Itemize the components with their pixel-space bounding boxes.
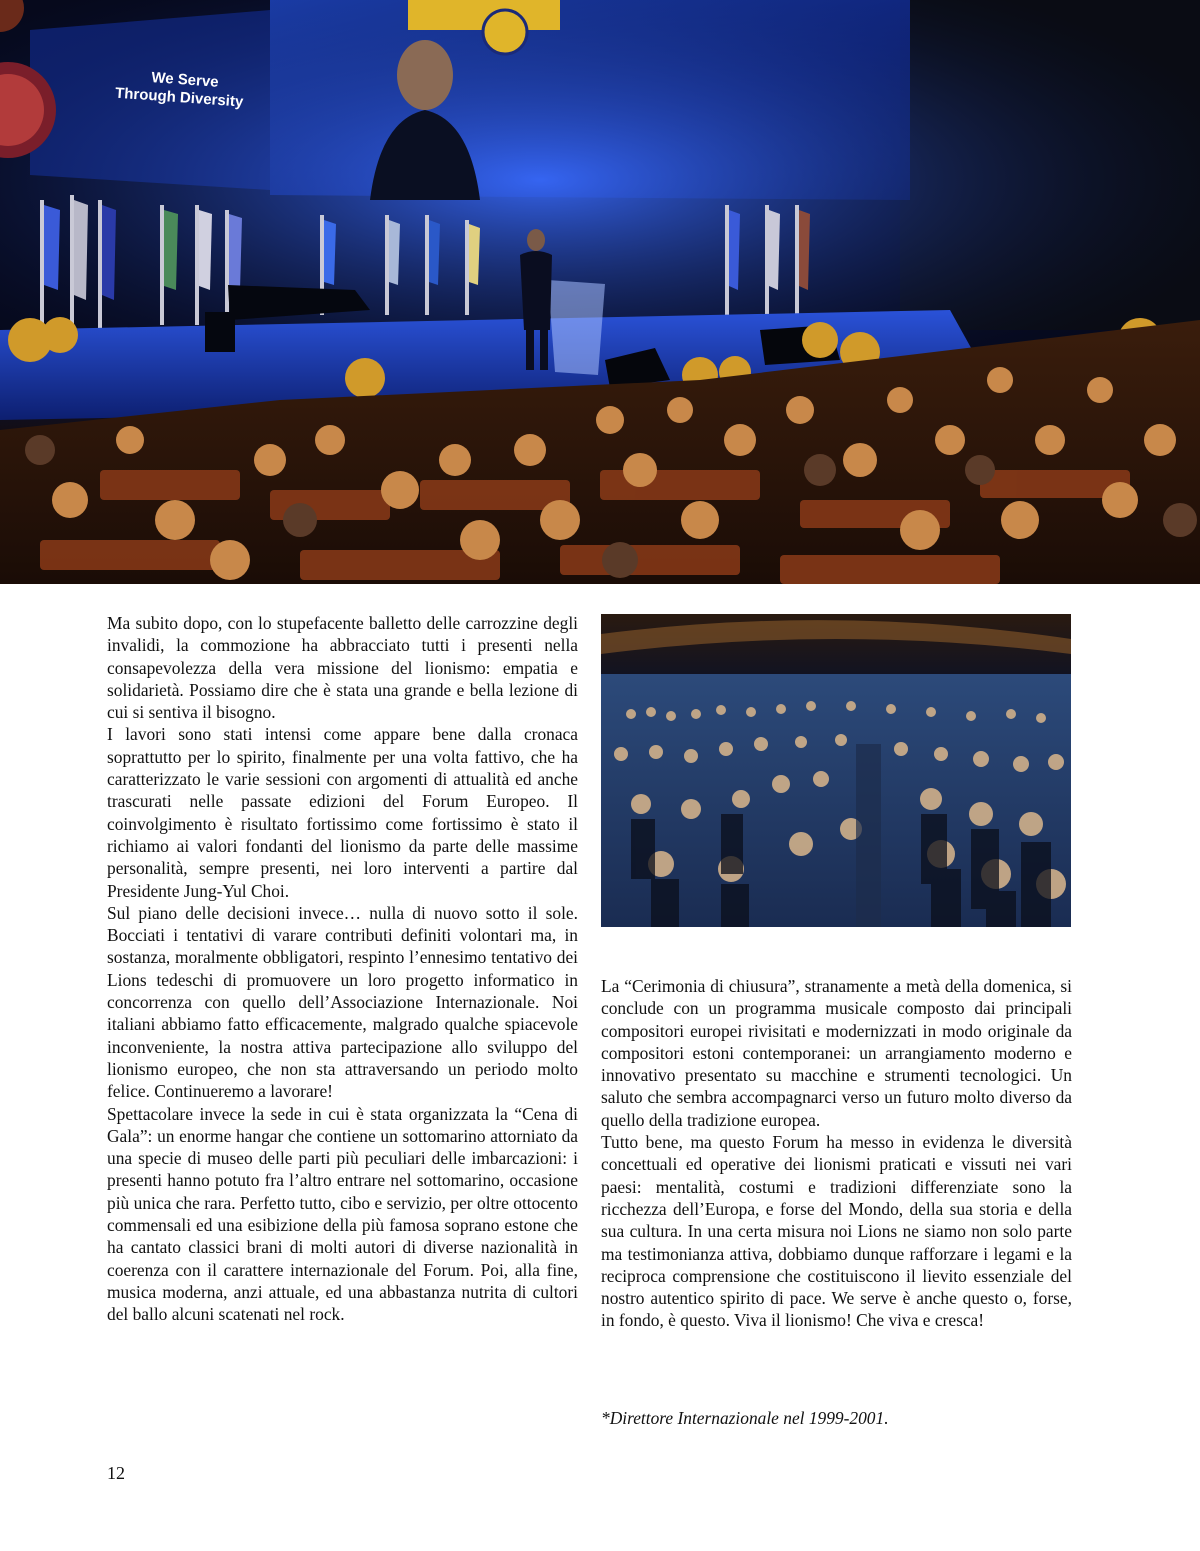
paragraph: I lavori sono stati intensi come appare bene dalla cronaca soprattutto per lo spirito, finalmente per una volta fattivo, che ha caratterizzato le varie sessioni con argomenti di attualità ed anche trascurati nelle passate edizioni del Forum Europeo. Il coinvolgimento è risultato fortissimo come fortissimo è stato il richiamo ai valori fondanti del lionismo da parte delle massime personalità, sempre presenti, nei loro interventi a partire dal Presidente Jung-Yul Choi. [107, 724, 578, 901]
paragraph: Tutto bene, ma questo Forum ha messo in evidenza le diversità concettuali ed operative dei lionismi praticati e vissuti nei vari paesi: mentalità, costumi e tradizioni differenziate sono la ricchezza dell’Europa, e forse del Mondo, della sua storia e della sua cultura. In una certa misura noi Lions ne siamo non solo parte ma testimonianza attiva, dobbiamo dunque rafforzare i legami e la reciproca comprensione che costituiscono il lievito essenziale del nostro autentico spirito di pace. We serve è anche questo o, forse, in fondo, è questo. Viva il lionismo! Che viva e cresca! [601, 1132, 1072, 1331]
paragraph: Sul piano delle decisioni invece… nulla di nuovo sotto il sole. Bocciati i tentativi di varare contributi definiti volontari ma, in sostanza, moralmente obbligatori, respinto l’ennesimo tentativo dei Lions tedeschi di promuovere un loro progetto informatico in concorrenza con quello dell’Associazione Internazionale. Noi italiani abbiamo fatto efficacemente, malgrado qualche spiacevole inconveniente, la nostra attiva partecipazione allo sviluppo del lionismo europeo, che non sta attraversando un periodo molto felice. Continueremo a lavorare! [107, 902, 578, 1102]
screen-caption-line2: Through Diversity [114, 84, 244, 111]
audience-photo [601, 614, 1071, 927]
paragraph: Spettacolare invece la sede in cui è stata organizzata la “Cena di Gala”: un enorme hangar che contiene un sottomarino attorniato da una specie di museo delle parti più peculiari delle imbarcazioni: i presenti hanno potuto fra l’altro entrare nel sottomarino, occasione più unica che rara. Perfetto tutto, cibo e servizio, per oltre ottocento commensali ed una esibizione della più famosa soprano estone che ha cantato classici brani di molti autori di diverse nazionalità in coerenza con il carattere internazionale del Forum. Poi, alla fine, musica moderna, anzi attuale, ed una abbastanza nutrita di cultori del ballo alcuni scatenati nel rock. [107, 1103, 578, 1325]
paragraph: Ma subito dopo, con lo stupefacente balletto delle carrozzine degli invalidi, la commozione ha abbracciato tutti i presenti nella consapevolezza della vera missione del lionismo: empatia e solidarietà. Possiamo dire che è stata una grande e bella lezione di cui si sentiva il bisogno. [107, 613, 578, 723]
page-number: 12 [107, 1463, 125, 1483]
author-footnote: *Direttore Internazionale nel 1999-2001. [601, 1408, 889, 1428]
left-text-column [107, 612, 578, 1326]
screen-caption-line1: We Serve [150, 69, 220, 91]
hero-photo-stage [0, 0, 1200, 584]
paragraph: La “Cerimonia di chiusura”, stranamente a metà della domenica, si conclude con un programma musicale composto dai principali compositori europei rivisitati e modernizzati in modo originale da compositori estoni contemporanei: un arrangiamento moderno e innovativo presentato su macchine e strumenti tecnologici. Un saluto che sembra accompagnarci verso un futuro molto diverso da quello della tradizione europea. [601, 976, 1072, 1130]
right-text-column [601, 975, 1072, 1332]
audience-standing-illustration [601, 614, 1071, 927]
